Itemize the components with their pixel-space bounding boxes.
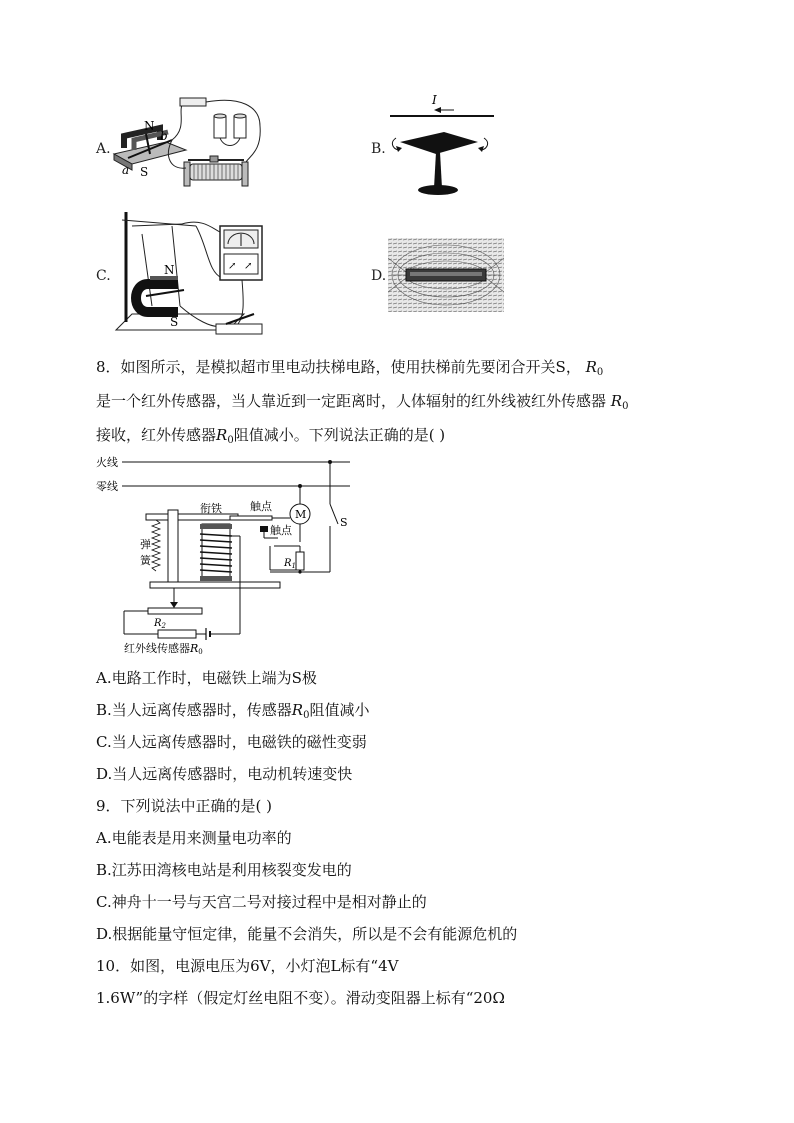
switch-label: S	[340, 516, 348, 529]
q8-stem-line-3	[96, 424, 445, 446]
sensor-subscript: 0	[198, 648, 203, 656]
q9-stem: 9．下列说法中正确的是( )	[96, 797, 273, 815]
q7-option-c-label: C.	[96, 268, 111, 284]
q8-symbol-r0: R	[610, 392, 623, 410]
q8-stem-text-3b: 阻值减小。下列说法正确的是( )	[233, 426, 446, 444]
fig-c-s-label: S	[170, 315, 179, 329]
r2-symbol: R	[154, 618, 162, 629]
q7-figure-d-iron-filings	[388, 238, 504, 312]
r2-subscript: 2	[161, 622, 166, 630]
q8-stem-text-2: 是一个红外传感器，当人靠近到一定距离时，人体辐射的红外线被红外传感器	[96, 392, 607, 410]
fig-a-a-label: a	[122, 163, 130, 177]
r1-subscript: 1	[291, 562, 296, 570]
fig-c-n-label: N	[164, 263, 175, 277]
fig-a-b-label: b	[160, 129, 168, 143]
sensor-symbol: R	[190, 642, 199, 655]
q7-figure-b	[386, 94, 498, 204]
q9-option-a: A.电能表是用来测量电功率的	[96, 829, 292, 847]
q8-option-d: D.当人远离传感器时，电动机转速变快	[96, 765, 353, 783]
r2-label	[153, 618, 167, 630]
sensor-label	[124, 641, 203, 656]
q7-option-b-label: B.	[371, 141, 386, 157]
q9-option-b: B.江苏田湾核电站是利用核裂变发电的	[96, 861, 352, 879]
motor-label: M	[295, 508, 307, 521]
q8-symbol-r0-sub: 0	[227, 435, 234, 446]
q8-option-a: A.电路工作时，电磁铁上端为S极	[96, 669, 317, 687]
q9-option-d: D.根据能量守恒定律，能量不会消失，所以是不会有能源危机的	[96, 925, 518, 943]
q8-circuit-diagram	[94, 452, 364, 656]
q8-stem-line-2	[96, 390, 628, 412]
neutral-wire-label: 零线	[96, 480, 118, 493]
q8-symbol-r0-sub: 0	[596, 367, 604, 378]
spring-label-1: 弹	[140, 538, 151, 551]
q7-option-d-label: D.	[371, 268, 387, 284]
q10-stem-line-2: 1.6W”的字样（假定灯丝电阻不变）。滑动变阻器上标有“20Ω	[96, 989, 505, 1007]
q8-symbol-r0-sub: 0	[303, 710, 310, 721]
spring-label-2: 簧	[140, 554, 151, 567]
q8-option-b-text-1: B.当人远离传感器时，传感器	[96, 701, 292, 719]
svg-text:↗: ↗	[228, 261, 237, 272]
q7-option-a-label: A.	[96, 141, 111, 157]
q8-symbol-r0-sub: 0	[622, 401, 629, 412]
q8-stem-line-1	[96, 356, 603, 378]
fig-a-s-label: S	[140, 165, 149, 179]
fig-a-n-label: N	[144, 119, 155, 133]
contact-top-label: 触点	[250, 500, 272, 513]
r1-symbol: R	[284, 558, 292, 569]
sensor-text: 红外线传感器	[124, 642, 190, 655]
r1-label	[283, 558, 296, 570]
armature-label: 衔铁	[200, 502, 222, 515]
fig-b-current-label: I	[432, 94, 437, 107]
q8-stem-text-3a: 接收，红外传感器	[96, 426, 217, 444]
contact-bottom-label: 触点	[270, 524, 292, 537]
q9-option-c: C.神舟十一号与天宫二号对接过程中是相对静止的	[96, 893, 427, 911]
q10-stem-line-1: 10．如图，电源电压为6V，小灯泡L标有“4V	[96, 957, 399, 975]
q8-symbol-r0: R	[585, 358, 597, 376]
q7-figure-c	[112, 208, 272, 344]
q8-stem-text-1: 8．如图所示，是模拟超市里电动扶梯电路，使用扶梯前先要闭合开关S，	[96, 358, 581, 376]
q8-symbol-r0: R	[291, 701, 304, 719]
q8-option-b	[96, 699, 369, 721]
q7-figure-a	[110, 96, 270, 196]
live-wire-label: 火线	[96, 456, 118, 469]
q8-symbol-r0: R	[216, 426, 228, 444]
svg-text:↗: ↗	[244, 261, 253, 272]
q8-option-c: C.当人远离传感器时，电磁铁的磁性变弱	[96, 733, 367, 751]
q8-option-b-text-2: 阻值减小	[309, 701, 370, 719]
